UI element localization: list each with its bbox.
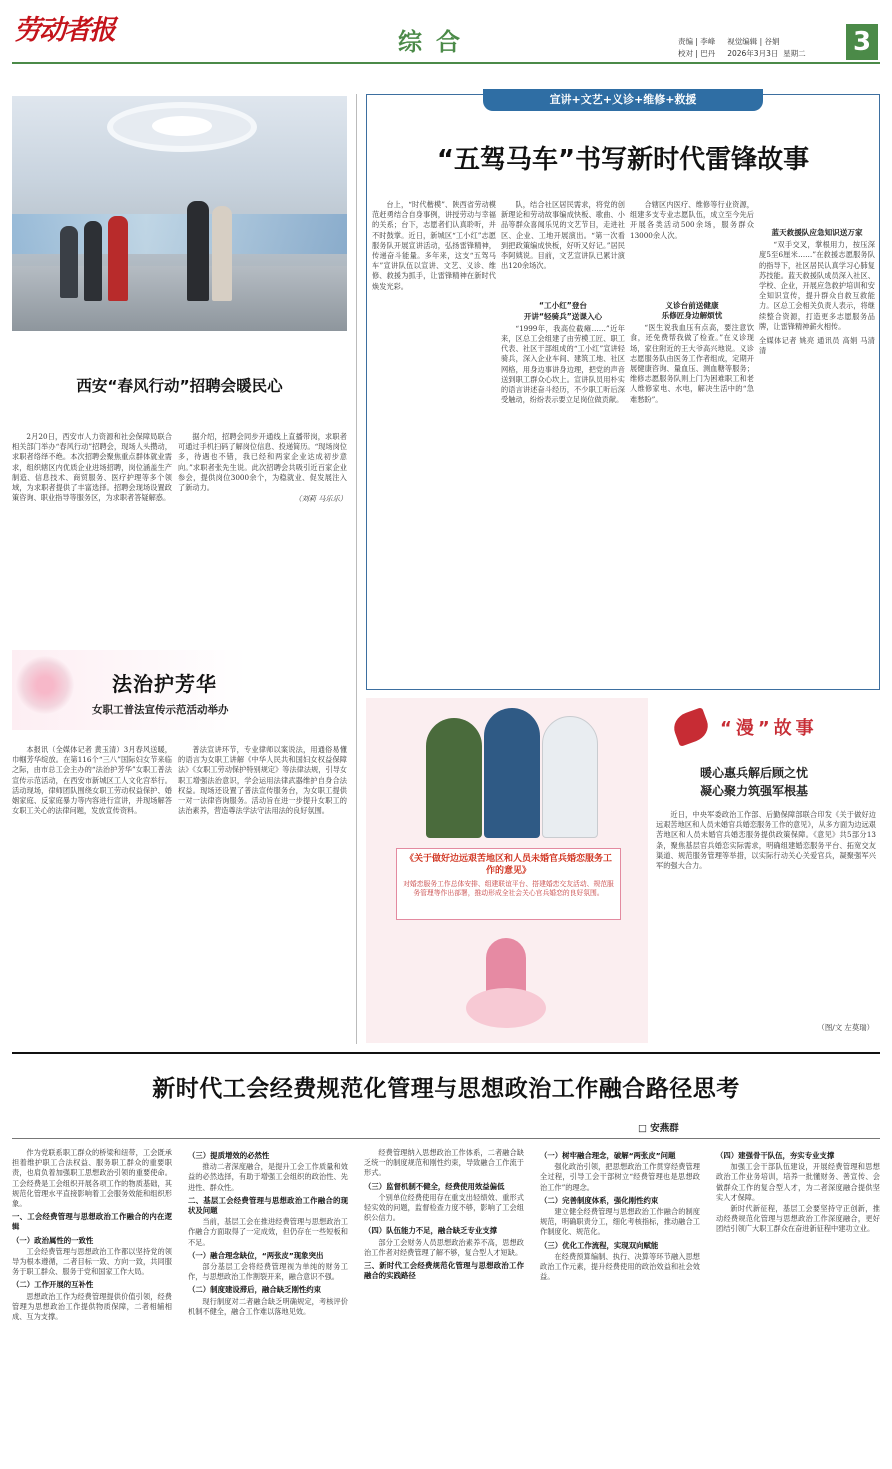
bottom-h-c1: （三）监督机制不健全，经费使用效益偏低 [364, 1181, 505, 1191]
main-banner: 宣讲+文艺+义诊+维修+救援 [483, 89, 763, 111]
masthead [0, 0, 892, 62]
bottom-h-a2: （二）工作开展的互补性 [12, 1280, 94, 1290]
main-subhead-c: 蓝天救援队应急知识送万家 [771, 228, 863, 237]
bottom-col5-text: 加强工会干部队伍建设，开展经费管理和思想政治工作业务培训，培养一批懂财务、善宣传、会做群众工作的复合型人才，为二者深度融合提供坚实人才保障。 [716, 1162, 880, 1202]
bottom-col3-text: 经费管理纳入思想政治工作体系，二者融合缺乏统一的制度规范和刚性约束，导致融合工作流于形式。 [364, 1148, 524, 1178]
bottom-byline: □ 安燕群 [638, 1123, 679, 1134]
main-col4 [759, 200, 875, 684]
bottom-h-d1: （一）树牢融合理念，破解“两张皮”问题 [540, 1151, 676, 1160]
bottom-headline: 新时代工会经费规范化管理与思想政治工作融合路径思考 [152, 1076, 740, 1102]
bottom-rule-sub [12, 1138, 880, 1139]
recruit-headline: 西安“春风行动”招聘会暖民心 [76, 377, 283, 395]
law-banner [12, 650, 347, 730]
main-col3 [630, 200, 754, 684]
comic-illustration [366, 698, 648, 1043]
person-icon [108, 216, 128, 301]
bottom-h-b2: （二）制度建设滞后，融合缺乏刚性约束 [188, 1285, 322, 1295]
soldier-figure-icon [542, 716, 598, 838]
person-icon [60, 226, 78, 298]
bottom-col1-a2: 思想政治工作为经费管理提供价值引领，经费管理为思想政治工作提供物质保障，二者相辅相成、互为支撑。 [12, 1291, 172, 1322]
edit-info-line2: 校对 | 巴丹 2026年3月3日 星期二 [678, 49, 806, 58]
doc-box [396, 848, 621, 920]
main-headline: “五驾马车”书写新时代雷锋故事 [436, 145, 810, 175]
masthead-rule [12, 62, 880, 64]
person-icon [212, 206, 232, 301]
ceiling-light-inner-icon [152, 116, 212, 136]
comic-credit: （图/文 左莫瑞） [817, 1023, 874, 1032]
main-col2-text: 队，结合社区居民需求，将党的创新理论和劳动故事编成快板、歌曲、小品等群众喜闻乐见的文艺节目，走进社区、企业、工地开展演出。“第一次看到把政策编成快板，好听又好记。”居民李阿姨说。目前，文艺宣讲队已累计演出120余场次。 [501, 200, 625, 271]
main-col3b-text: “医生说我血压有点高，要注意饮食，还免费帮我做了检查。”在义诊现场，家住附近的王大爷高兴地说。义诊志愿服务队由医务工作者组成，定期开展健康咨询、量血压、测血糖等服务；维修志愿服务队则上门为困难职工和老人维修家电、水电，解决生活中的“急难愁盼”。 [630, 323, 754, 404]
bottom-col5 [716, 1148, 880, 1462]
comic-column [654, 698, 880, 1043]
law-col2-text: 普法宣讲环节，专业律师以案说法，用通俗易懂的语言为女职工讲解《中华人民共和国妇女权益保障法》《女职工劳动保护特别规定》等法律法规，引导女职工增强法治意识，学会运用法律武器维护自身合法权益。现场还设置了普法宣传服务台，为女职工提供一对一法律咨询服务。活动旨在进一步提升女职工的法治素养，营造尊法学法守法用法的良好氛围。 [178, 745, 347, 816]
edit-info-line1: 责编 | 李峰 视觉编辑 | 谷娟 [678, 37, 780, 46]
main-col3-text: 合辖区内医疗、维修等行业资源，组建多支专业志愿队伍，成立至今先后开展各类活动500余场，服务群众13000余人次。 [630, 200, 754, 240]
brush-icon [670, 707, 712, 747]
recruit-col2-text: 据介绍，招聘会同步开通线上直播带岗，求职者可通过手机扫码了解岗位信息、投递简历。“现场岗位多，待遇也不错，我已经和两家企业达成初步意向。”求职者张先生说。此次招聘会共吸引近百家企业参会，提供岗位3000余个，为稳就业、促发展注入了新动力。 [178, 432, 347, 493]
main-byline: 全媒体记者 姚亮 通讯员 高娟 马清清 [759, 336, 875, 356]
bottom-col4-d3: 在经费预算编制、执行、决算等环节融入思想政治工作元素，提升经费使用的政治效益和社会效益。 [540, 1251, 700, 1282]
newspaper-logo: 劳动者报 [14, 15, 114, 46]
bottom-col4-d1: 强化政治引领，把思想政治工作贯穿经费管理全过程，引导工会干部树立“经费管理也是思想政治工作”的理念。 [540, 1162, 700, 1192]
soldier-figure-icon [426, 718, 482, 838]
main-subhead-b: 义诊台前送健康 乐修匠身边解烦忧 [661, 300, 723, 321]
bottom-col3-c1: 个别单位经费使用存在重支出轻绩效、重形式轻实效的问题，监督检查力度不够，影响了工会组织公信力。 [364, 1192, 524, 1223]
law-col1 [12, 745, 172, 1041]
main-col1 [372, 200, 496, 684]
comic-line1: 暖心惠兵解后顾之忧 [700, 766, 809, 780]
doc-text: 对婚恋服务工作总体安排、组建联谊平台、搭建婚恋交友活动、规范服务管理等作出部署，推动形成全社会关心官兵婚恋的良好氛围。 [403, 880, 614, 897]
bottom-h-c: 三、新时代工会经费规范化管理与思想政治工作融合的实践路径 [364, 1261, 524, 1281]
bottom-col3-c2: 部分工会财务人员思想政治素养不高，思想政治工作者对经费管理了解不够，复合型人才短缺。 [364, 1237, 524, 1257]
bottom-h-a3: （三）提质增效的必然性 [188, 1151, 270, 1160]
law-subhead: 女职工普法宣传示范活动举办 [92, 704, 229, 716]
bottom-col2-b2: 现行制度对二者融合缺乏明确规定，考核评价机制不健全，融合工作难以落地见效。 [188, 1296, 348, 1316]
main-col1-text: 台上，“时代楷模”、陕西省劳动模范赶勇结合自身事例，讲授劳动与幸福的关系；台下，志愿者们认真聆听，并不时鼓掌。近日，新城区“工小红”志愿服务队开展宣讲活动，弘扬雷锋精神，传递奋斗能量。多年来，这支“五驾马车”宣讲队伍以宣讲、文艺、义诊、维修、救援为抓手，让雷锋精神在新时代焕发光彩。 [372, 200, 496, 291]
bottom-col1-intro: 作为党联系职工群众的桥梁和纽带，工会既承担着维护职工合法权益、服务职工群众的重要职责，也肩负着加强职工思想政治引领的重要使命。工会经费是工会组织开展各项工作的物质基础，其规范化管理水平直接影响着工会服务效能和组织形象。 [12, 1148, 172, 1209]
bottom-col5b-text: 新时代新征程，基层工会要坚持守正创新，推动经费规范化管理与思想政治工作深度融合，更好团结引领广大职工群众在奋进新征程中建功立业。 [716, 1204, 880, 1234]
recruit-col2 [178, 432, 347, 610]
bottom-col2-b: 当前，基层工会在推进经费管理与思想政治工作融合方面取得了一定成效，但仍存在一些短板和不足。 [188, 1217, 348, 1247]
bottom-h-a: 一、工会经费管理与思想政治工作融合的内在逻辑 [12, 1212, 172, 1232]
law-col1-text: 本报讯（全媒体记者 黄玉清）3月春风送暖，巾帼芳华绽放。在第116个“三八”国际妇女节来临之际，由市总工会主办的“法治护芳华”女职工普法宣传示范活动，在西安市新城区工人文化宫举行。活动现场，律师团队围绕女职工劳动权益保护、婚姻家庭、反家庭暴力等内容进行宣讲，并现场解答女职工关心的法律问题，发放宣传资料。 [12, 745, 172, 816]
main-col2 [501, 200, 625, 684]
recruit-col1 [12, 432, 172, 610]
bottom-col1-a1: 工会经费管理与思想政治工作都以坚持党的领导为根本遵循，二者目标一致、方向一致，共同服务于职工群众、服务于党和国家工作大局。 [12, 1246, 172, 1277]
comic-body-text: 近日，中央军委政治工作部、后勤保障部联合印发《关于做好边远艰苦地区和人员未婚官兵婚恋服务工作的意见》，从多方面为边远艰苦地区和人员未婚官兵婚恋服务提供政策保障。《意见》共5部分13条，聚焦基层官兵婚恋实际需求，明确组建婚恋服务平台、拓宽交友渠道、规范服务管理等举措，以实际行动关心关爱官兵，凝聚强军兴军的强大合力。 [656, 810, 876, 871]
main-col2b-text: “1999年，我高位截瘫……”近年来，区总工会组建了由劳模工匠、职工代表、社区干部组成的“工小红”宣讲轻骑兵，深入企业车间、建筑工地、社区网格，用身边事讲身边理，把党的声音送到职工群众心坎上。宣讲队员用朴实的语言讲述奋斗经历，不少职工听后深受触动，纷纷表示要立足岗位做贡献。 [501, 323, 625, 405]
doc-title: 《关于做好边远艰苦地区和人员未婚官兵婚恋服务工作的意见》 [404, 854, 612, 876]
bottom-h-d4: （四）建强骨干队伍，夯实专业支撑 [716, 1151, 835, 1160]
comic-body [656, 810, 876, 1015]
bottom-col4 [540, 1148, 700, 1462]
law-col2 [178, 745, 347, 1041]
section-name: 综合 [398, 28, 474, 56]
bottom-col4-d2: 建立健全经费管理与思想政治工作融合的制度规范，明确职责分工，细化考核指标，推动融合工作制度化、规范化。 [540, 1207, 700, 1237]
person-icon [187, 201, 209, 301]
recruit-byline: （刘莉 马乐乐） [294, 494, 347, 504]
person-icon [84, 221, 102, 301]
divider [356, 94, 357, 1044]
page-number: 3 [846, 24, 878, 60]
bottom-col2-a3: 推动二者深度融合，是提升工会工作质量和效益的必然选择，有助于增强工会组织的政治性、先进性、群众性。 [188, 1162, 348, 1192]
comic-title: “漫”故事 [720, 718, 818, 739]
bottom-col1 [12, 1148, 172, 1462]
bottom-h-b: 二、基层工会经费管理与思想政治工作融合的现状及问题 [188, 1195, 348, 1216]
main-col4-text: “双手交叉，掌根用力，按压深度5至6厘米……”在救援志愿服务队的指导下，社区居民认真学习心肺复苏技能。蓝天救援队成员深入社区、学校、企业，开展应急救护培训和安全知识宣传，提升群众自救互救能力。区总工会相关负责人表示，将继续整合资源，打造更多志愿服务品牌，让雷锋精神薪火相传。 [759, 240, 875, 331]
bottom-rule-top [12, 1052, 880, 1054]
bottom-h-b1: （一）融合理念缺位，“两张皮”现象突出 [188, 1250, 324, 1260]
bottom-h-c2: （四）队伍能力不足，融合缺乏专业支撑 [364, 1226, 498, 1236]
bottom-h-d2: （二）完善制度体系，强化刚性约束 [540, 1195, 659, 1205]
flower-icon [16, 656, 74, 714]
bottom-h-a1: （一）政治属性的一致性 [12, 1235, 94, 1245]
recruit-photo [12, 96, 347, 331]
bottom-h-d3: （三）优化工作流程，实现双向赋能 [540, 1240, 659, 1250]
law-headline: 法治护芳华 [112, 672, 217, 696]
recruit-col1-text: 2月20日，西安市人力资源和社会保障局联合相关部门举办“春风行动”招聘会，现场人头攒动，求职者络绎不绝。本次招聘会聚焦重点群体就业需求，组织辖区内优质企业进场招聘，岗位涵盖生产制造、信息技术、商贸服务、医疗护理等多个领域，为求职者提供了丰富选择。招聘会现场设置政策咨询、职业指导等服务区，为求职者答疑解惑。 [12, 432, 172, 503]
main-subhead-a: “工小红”登台 开讲“轻骑兵”送课入心 [523, 301, 603, 321]
bottom-col3 [364, 1148, 524, 1462]
heart-icon [466, 988, 546, 1028]
soldier-figure-icon [484, 708, 540, 838]
comic-line2: 凝心聚力筑强军根基 [700, 784, 809, 798]
bottom-col2-b1: 部分基层工会将经费管理视为单纯的财务工作，与思想政治工作割裂开来，融合意识不强。 [188, 1262, 348, 1282]
bottom-col2 [188, 1148, 348, 1462]
